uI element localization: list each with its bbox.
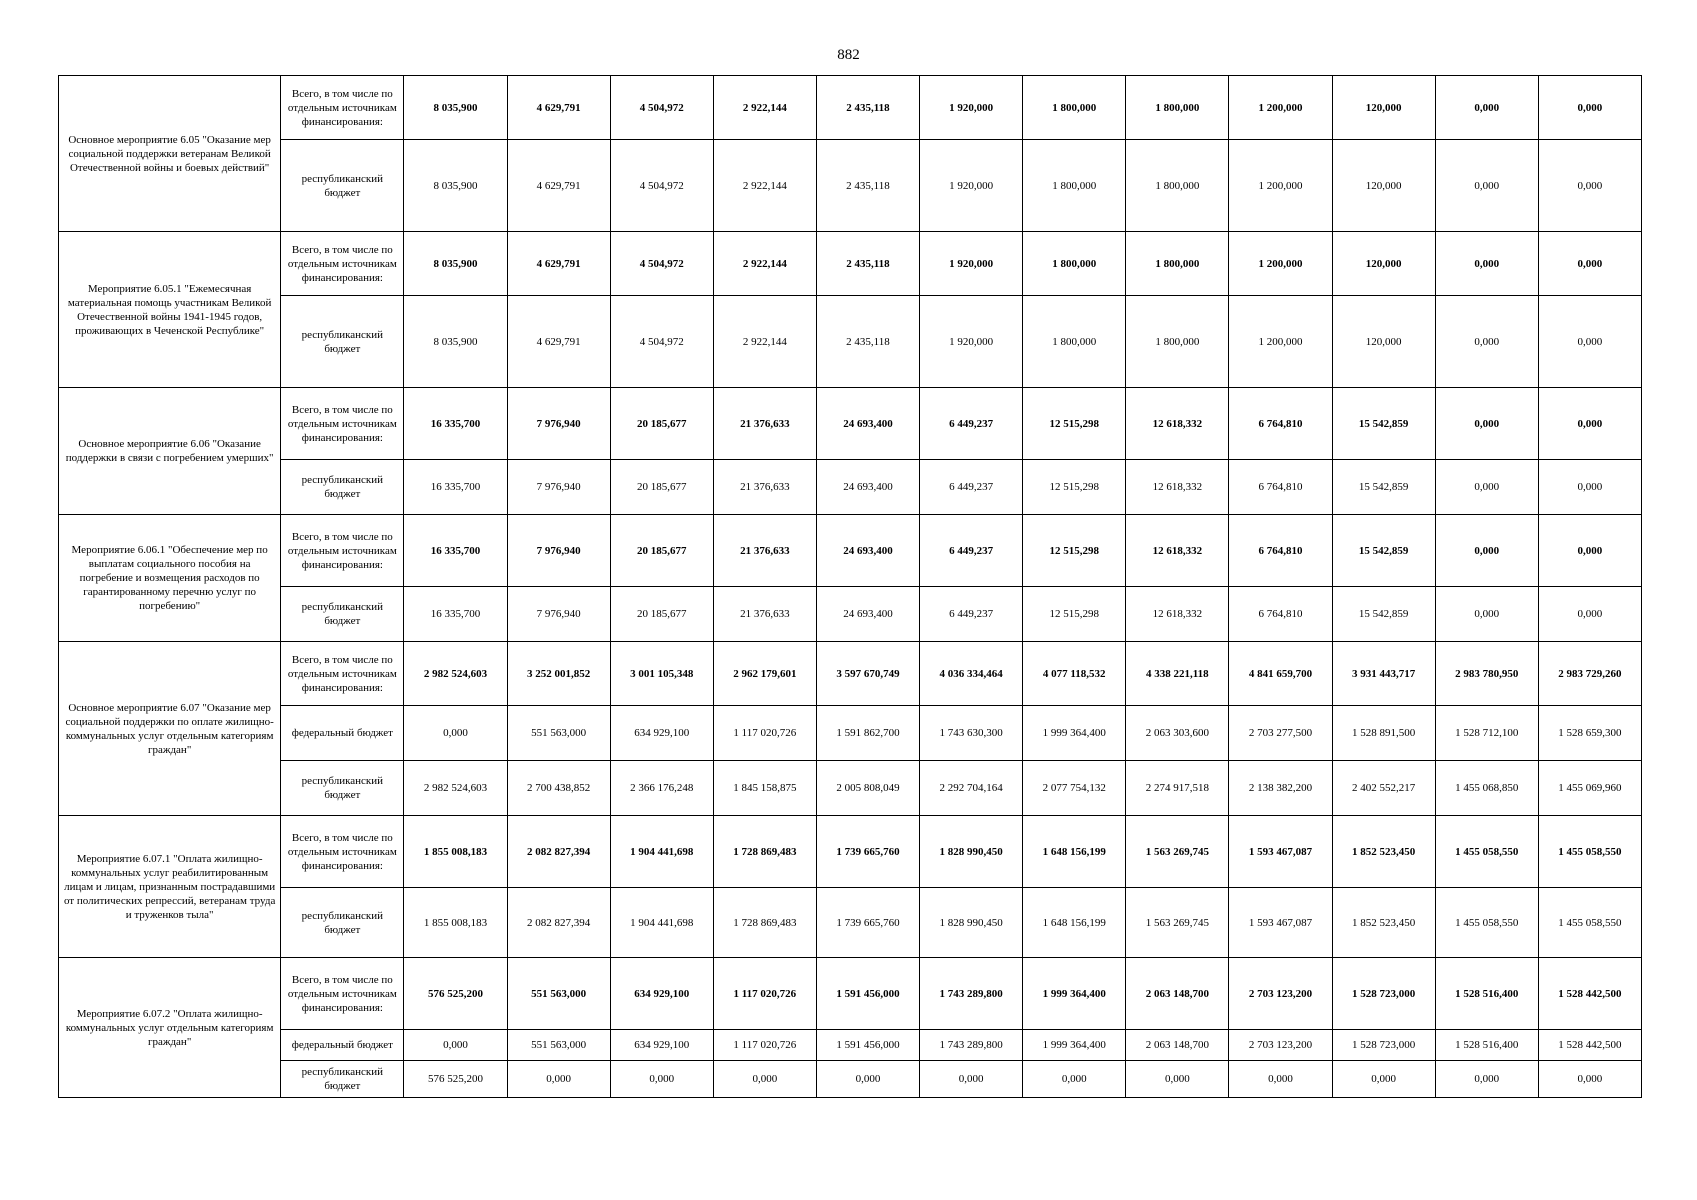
amount-cell: 16 335,700 [404, 587, 507, 642]
amount-cell: 4 629,791 [507, 296, 610, 388]
amount-cell: 1 739 665,760 [816, 888, 919, 958]
amount-cell: 1 904 441,698 [610, 816, 713, 888]
amount-cell: 1 455 058,550 [1538, 816, 1641, 888]
amount-cell: 2 077 754,132 [1023, 761, 1126, 816]
amount-cell: 1 200,000 [1229, 296, 1332, 388]
budget-table-body [59, 76, 1642, 1098]
amount-cell: 2 435,118 [816, 232, 919, 296]
amount-cell: 12 618,332 [1126, 515, 1229, 587]
amount-cell: 1 200,000 [1229, 140, 1332, 232]
amount-cell: 2 366 176,248 [610, 761, 713, 816]
amount-cell: 0,000 [1538, 1061, 1641, 1098]
amount-cell: 2 983 729,260 [1538, 642, 1641, 706]
amount-cell: 6 764,810 [1229, 515, 1332, 587]
table-row-source [59, 140, 1642, 232]
amount-cell: 1 743 289,800 [920, 958, 1023, 1030]
amount-cell: 2 082 827,394 [507, 888, 610, 958]
amount-cell: 1 455 058,550 [1435, 816, 1538, 888]
amount-cell: 20 185,677 [610, 388, 713, 460]
measure-name-cell: Основное мероприятие 6.06 "Оказание поддержки в связи с погребением умерших" [59, 388, 281, 515]
amount-cell: 1 828 990,450 [920, 816, 1023, 888]
amount-cell: 4 036 334,464 [920, 642, 1023, 706]
amount-cell: 1 920,000 [920, 296, 1023, 388]
amount-cell: 2 982 524,603 [404, 761, 507, 816]
amount-cell: 551 563,000 [507, 706, 610, 761]
amount-cell: 3 931 443,717 [1332, 642, 1435, 706]
amount-cell: 1 591 456,000 [816, 958, 919, 1030]
amount-cell: 1 455 058,550 [1538, 888, 1641, 958]
amount-cell: 1 728 869,483 [713, 816, 816, 888]
amount-cell: 634 929,100 [610, 1030, 713, 1061]
amount-cell: 551 563,000 [507, 1030, 610, 1061]
amount-cell: 120,000 [1332, 296, 1435, 388]
amount-cell: 2 063 148,700 [1126, 958, 1229, 1030]
amount-cell: 0,000 [1435, 232, 1538, 296]
amount-cell: 1 563 269,745 [1126, 816, 1229, 888]
amount-cell: 1 117 020,726 [713, 1030, 816, 1061]
table-row-total [59, 816, 1642, 888]
amount-cell: 120,000 [1332, 232, 1435, 296]
table-row-total [59, 958, 1642, 1030]
amount-cell: 24 693,400 [816, 460, 919, 515]
table-row-source [59, 761, 1642, 816]
amount-cell: 6 764,810 [1229, 587, 1332, 642]
amount-cell: 15 542,859 [1332, 515, 1435, 587]
amount-cell: 0,000 [1538, 515, 1641, 587]
amount-cell: 0,000 [1332, 1061, 1435, 1098]
amount-cell: 6 449,237 [920, 587, 1023, 642]
amount-cell: 1 845 158,875 [713, 761, 816, 816]
funding-source-cell: Всего, в том числе по отдельным источникам финансирования: [281, 76, 404, 140]
amount-cell: 3 252 001,852 [507, 642, 610, 706]
amount-cell: 1 593 467,087 [1229, 888, 1332, 958]
amount-cell: 1 117 020,726 [713, 706, 816, 761]
amount-cell: 0,000 [1538, 76, 1641, 140]
amount-cell: 1 591 456,000 [816, 1030, 919, 1061]
amount-cell: 8 035,900 [404, 232, 507, 296]
amount-cell: 4 629,791 [507, 76, 610, 140]
amount-cell: 0,000 [1023, 1061, 1126, 1098]
amount-cell: 2 435,118 [816, 296, 919, 388]
amount-cell: 7 976,940 [507, 460, 610, 515]
amount-cell: 4 504,972 [610, 232, 713, 296]
funding-source-cell: республиканский бюджет [281, 1061, 404, 1098]
amount-cell: 4 504,972 [610, 296, 713, 388]
amount-cell: 0,000 [1126, 1061, 1229, 1098]
amount-cell: 0,000 [1538, 296, 1641, 388]
amount-cell: 2 922,144 [713, 76, 816, 140]
table-row-source [59, 460, 1642, 515]
funding-source-cell: республиканский бюджет [281, 140, 404, 232]
amount-cell: 20 185,677 [610, 460, 713, 515]
amount-cell: 12 618,332 [1126, 388, 1229, 460]
amount-cell: 2 435,118 [816, 140, 919, 232]
table-row-source [59, 1030, 1642, 1061]
amount-cell: 1 648 156,199 [1023, 888, 1126, 958]
amount-cell: 21 376,633 [713, 460, 816, 515]
amount-cell: 4 629,791 [507, 232, 610, 296]
amount-cell: 0,000 [1538, 388, 1641, 460]
table-row-source [59, 888, 1642, 958]
amount-cell: 20 185,677 [610, 515, 713, 587]
amount-cell: 12 515,298 [1023, 515, 1126, 587]
amount-cell: 6 764,810 [1229, 460, 1332, 515]
amount-cell: 0,000 [1435, 460, 1538, 515]
amount-cell: 0,000 [1435, 76, 1538, 140]
amount-cell: 1 852 523,450 [1332, 888, 1435, 958]
amount-cell: 2 274 917,518 [1126, 761, 1229, 816]
measure-name-cell: Мероприятие 6.05.1 "Ежемесячная материальная помощь участникам Великой Отечественной войны 1941-1945 годов, проживающих в Чеченской Республике" [59, 232, 281, 388]
amount-cell: 0,000 [920, 1061, 1023, 1098]
amount-cell: 0,000 [404, 706, 507, 761]
amount-cell: 3 001 105,348 [610, 642, 713, 706]
funding-source-cell: республиканский бюджет [281, 296, 404, 388]
amount-cell: 1 455 058,550 [1435, 888, 1538, 958]
amount-cell: 1 455 069,960 [1538, 761, 1641, 816]
measure-name-cell: Основное мероприятие 6.05 "Оказание мер социальной поддержки ветеранам Великой Отечественной войны и боевых действий" [59, 76, 281, 232]
amount-cell: 1 528 723,000 [1332, 1030, 1435, 1061]
amount-cell: 2 435,118 [816, 76, 919, 140]
amount-cell: 15 542,859 [1332, 460, 1435, 515]
table-row-source [59, 1061, 1642, 1098]
amount-cell: 1 855 008,183 [404, 816, 507, 888]
amount-cell: 1 920,000 [920, 140, 1023, 232]
amount-cell: 0,000 [816, 1061, 919, 1098]
amount-cell: 1 563 269,745 [1126, 888, 1229, 958]
table-row-total [59, 232, 1642, 296]
amount-cell: 2 700 438,852 [507, 761, 610, 816]
measure-name-cell: Мероприятие 6.07.2 "Оплата жилищно-коммунальных услуг отдельным категориям граждан" [59, 958, 281, 1098]
amount-cell: 2 063 303,600 [1126, 706, 1229, 761]
amount-cell: 20 185,677 [610, 587, 713, 642]
amount-cell: 7 976,940 [507, 587, 610, 642]
amount-cell: 12 618,332 [1126, 587, 1229, 642]
amount-cell: 1 800,000 [1023, 232, 1126, 296]
amount-cell: 1 528 659,300 [1538, 706, 1641, 761]
amount-cell: 21 376,633 [713, 515, 816, 587]
amount-cell: 2 982 524,603 [404, 642, 507, 706]
amount-cell: 1 855 008,183 [404, 888, 507, 958]
amount-cell: 4 338 221,118 [1126, 642, 1229, 706]
amount-cell: 4 077 118,532 [1023, 642, 1126, 706]
amount-cell: 0,000 [610, 1061, 713, 1098]
amount-cell: 1 739 665,760 [816, 816, 919, 888]
amount-cell: 1 743 289,800 [920, 1030, 1023, 1061]
amount-cell: 1 528 891,500 [1332, 706, 1435, 761]
amount-cell: 1 528 516,400 [1435, 958, 1538, 1030]
amount-cell: 1 528 442,500 [1538, 1030, 1641, 1061]
funding-source-cell: федеральный бюджет [281, 706, 404, 761]
amount-cell: 1 200,000 [1229, 76, 1332, 140]
amount-cell: 15 542,859 [1332, 587, 1435, 642]
amount-cell: 0,000 [1538, 587, 1641, 642]
amount-cell: 634 929,100 [610, 958, 713, 1030]
funding-source-cell: Всего, в том числе по отдельным источникам финансирования: [281, 515, 404, 587]
amount-cell: 2 983 780,950 [1435, 642, 1538, 706]
amount-cell: 12 515,298 [1023, 460, 1126, 515]
amount-cell: 120,000 [1332, 76, 1435, 140]
amount-cell: 1 999 364,400 [1023, 1030, 1126, 1061]
amount-cell: 0,000 [1435, 296, 1538, 388]
amount-cell: 1 117 020,726 [713, 958, 816, 1030]
amount-cell: 2 922,144 [713, 296, 816, 388]
funding-source-cell: Всего, в том числе по отдельным источникам финансирования: [281, 642, 404, 706]
amount-cell: 0,000 [1435, 1061, 1538, 1098]
amount-cell: 24 693,400 [816, 587, 919, 642]
amount-cell: 6 449,237 [920, 388, 1023, 460]
amount-cell: 1 800,000 [1126, 296, 1229, 388]
amount-cell: 6 449,237 [920, 460, 1023, 515]
amount-cell: 24 693,400 [816, 388, 919, 460]
amount-cell: 7 976,940 [507, 515, 610, 587]
amount-cell: 1 852 523,450 [1332, 816, 1435, 888]
measure-name-cell: Мероприятие 6.07.1 "Оплата жилищно-коммунальных услуг реабилитированным лицам и лицам, признанным пострадавшими от политических репрессий, ветеранам труда и труженков тыла" [59, 816, 281, 958]
amount-cell: 4 504,972 [610, 140, 713, 232]
amount-cell: 12 515,298 [1023, 587, 1126, 642]
amount-cell: 0,000 [1538, 140, 1641, 232]
amount-cell: 1 528 723,000 [1332, 958, 1435, 1030]
amount-cell: 2 138 382,200 [1229, 761, 1332, 816]
table-row-total [59, 515, 1642, 587]
amount-cell: 8 035,900 [404, 140, 507, 232]
amount-cell: 0,000 [1435, 388, 1538, 460]
amount-cell: 576 525,200 [404, 958, 507, 1030]
amount-cell: 1 455 068,850 [1435, 761, 1538, 816]
amount-cell: 16 335,700 [404, 515, 507, 587]
amount-cell: 1 999 364,400 [1023, 706, 1126, 761]
amount-cell: 1 528 516,400 [1435, 1030, 1538, 1061]
funding-source-cell: республиканский бюджет [281, 587, 404, 642]
amount-cell: 6 449,237 [920, 515, 1023, 587]
amount-cell: 1 828 990,450 [920, 888, 1023, 958]
amount-cell: 0,000 [507, 1061, 610, 1098]
amount-cell: 2 005 808,049 [816, 761, 919, 816]
amount-cell: 2 703 123,200 [1229, 1030, 1332, 1061]
amount-cell: 2 082 827,394 [507, 816, 610, 888]
amount-cell: 7 976,940 [507, 388, 610, 460]
amount-cell: 21 376,633 [713, 587, 816, 642]
amount-cell: 21 376,633 [713, 388, 816, 460]
page-number: 882 [837, 47, 860, 63]
amount-cell: 2 703 277,500 [1229, 706, 1332, 761]
amount-cell: 1 800,000 [1126, 140, 1229, 232]
amount-cell: 1 591 862,700 [816, 706, 919, 761]
amount-cell: 0,000 [1538, 460, 1641, 515]
funding-source-cell: Всего, в том числе по отдельным источникам финансирования: [281, 816, 404, 888]
amount-cell: 1 800,000 [1023, 140, 1126, 232]
amount-cell: 2 922,144 [713, 232, 816, 296]
amount-cell: 1 593 467,087 [1229, 816, 1332, 888]
amount-cell: 0,000 [1538, 232, 1641, 296]
funding-source-cell: Всего, в том числе по отдельным источникам финансирования: [281, 958, 404, 1030]
amount-cell: 1 728 869,483 [713, 888, 816, 958]
amount-cell: 1 920,000 [920, 76, 1023, 140]
amount-cell: 1 904 441,698 [610, 888, 713, 958]
amount-cell: 6 764,810 [1229, 388, 1332, 460]
table-row-source [59, 296, 1642, 388]
amount-cell: 1 999 364,400 [1023, 958, 1126, 1030]
funding-source-cell: Всего, в том числе по отдельным источникам финансирования: [281, 388, 404, 460]
funding-source-cell: федеральный бюджет [281, 1030, 404, 1061]
table-row-total [59, 642, 1642, 706]
amount-cell: 0,000 [713, 1061, 816, 1098]
funding-source-cell: Всего, в том числе по отдельным источникам финансирования: [281, 232, 404, 296]
amount-cell: 15 542,859 [1332, 388, 1435, 460]
amount-cell: 4 841 659,700 [1229, 642, 1332, 706]
amount-cell: 2 962 179,601 [713, 642, 816, 706]
amount-cell: 0,000 [1435, 140, 1538, 232]
amount-cell: 1 743 630,300 [920, 706, 1023, 761]
funding-source-cell: республиканский бюджет [281, 888, 404, 958]
table-row-total [59, 76, 1642, 140]
amount-cell: 24 693,400 [816, 515, 919, 587]
table-row-source [59, 706, 1642, 761]
amount-cell: 1 800,000 [1126, 76, 1229, 140]
table-row-source [59, 587, 1642, 642]
table-row-total [59, 388, 1642, 460]
amount-cell: 3 597 670,749 [816, 642, 919, 706]
amount-cell: 0,000 [404, 1030, 507, 1061]
amount-cell: 2 292 704,164 [920, 761, 1023, 816]
amount-cell: 2 922,144 [713, 140, 816, 232]
amount-cell: 576 525,200 [404, 1061, 507, 1098]
budget-table [58, 75, 1642, 1098]
amount-cell: 0,000 [1435, 587, 1538, 642]
amount-cell: 1 800,000 [1023, 296, 1126, 388]
amount-cell: 0,000 [1229, 1061, 1332, 1098]
amount-cell: 16 335,700 [404, 460, 507, 515]
amount-cell: 1 528 712,100 [1435, 706, 1538, 761]
funding-source-cell: республиканский бюджет [281, 761, 404, 816]
amount-cell: 0,000 [1435, 515, 1538, 587]
amount-cell: 2 402 552,217 [1332, 761, 1435, 816]
amount-cell: 2 703 123,200 [1229, 958, 1332, 1030]
amount-cell: 16 335,700 [404, 388, 507, 460]
amount-cell: 12 618,332 [1126, 460, 1229, 515]
amount-cell: 634 929,100 [610, 706, 713, 761]
measure-name-cell: Основное мероприятие 6.07 "Оказание мер социальной поддержки по оплате жилищно-коммунальных услуг отдельным категориям граждан" [59, 642, 281, 816]
amount-cell: 1 800,000 [1126, 232, 1229, 296]
amount-cell: 8 035,900 [404, 76, 507, 140]
amount-cell: 1 800,000 [1023, 76, 1126, 140]
amount-cell: 4 629,791 [507, 140, 610, 232]
amount-cell: 1 528 442,500 [1538, 958, 1641, 1030]
amount-cell: 1 200,000 [1229, 232, 1332, 296]
amount-cell: 8 035,900 [404, 296, 507, 388]
amount-cell: 1 920,000 [920, 232, 1023, 296]
amount-cell: 4 504,972 [610, 76, 713, 140]
amount-cell: 551 563,000 [507, 958, 610, 1030]
amount-cell: 120,000 [1332, 140, 1435, 232]
measure-name-cell: Мероприятие 6.06.1 "Обеспечение мер по выплатам социального пособия на погребение и возмещения расходов по гарантированному перечню услуг по погребению" [59, 515, 281, 642]
amount-cell: 12 515,298 [1023, 388, 1126, 460]
amount-cell: 1 648 156,199 [1023, 816, 1126, 888]
funding-source-cell: республиканский бюджет [281, 460, 404, 515]
amount-cell: 2 063 148,700 [1126, 1030, 1229, 1061]
